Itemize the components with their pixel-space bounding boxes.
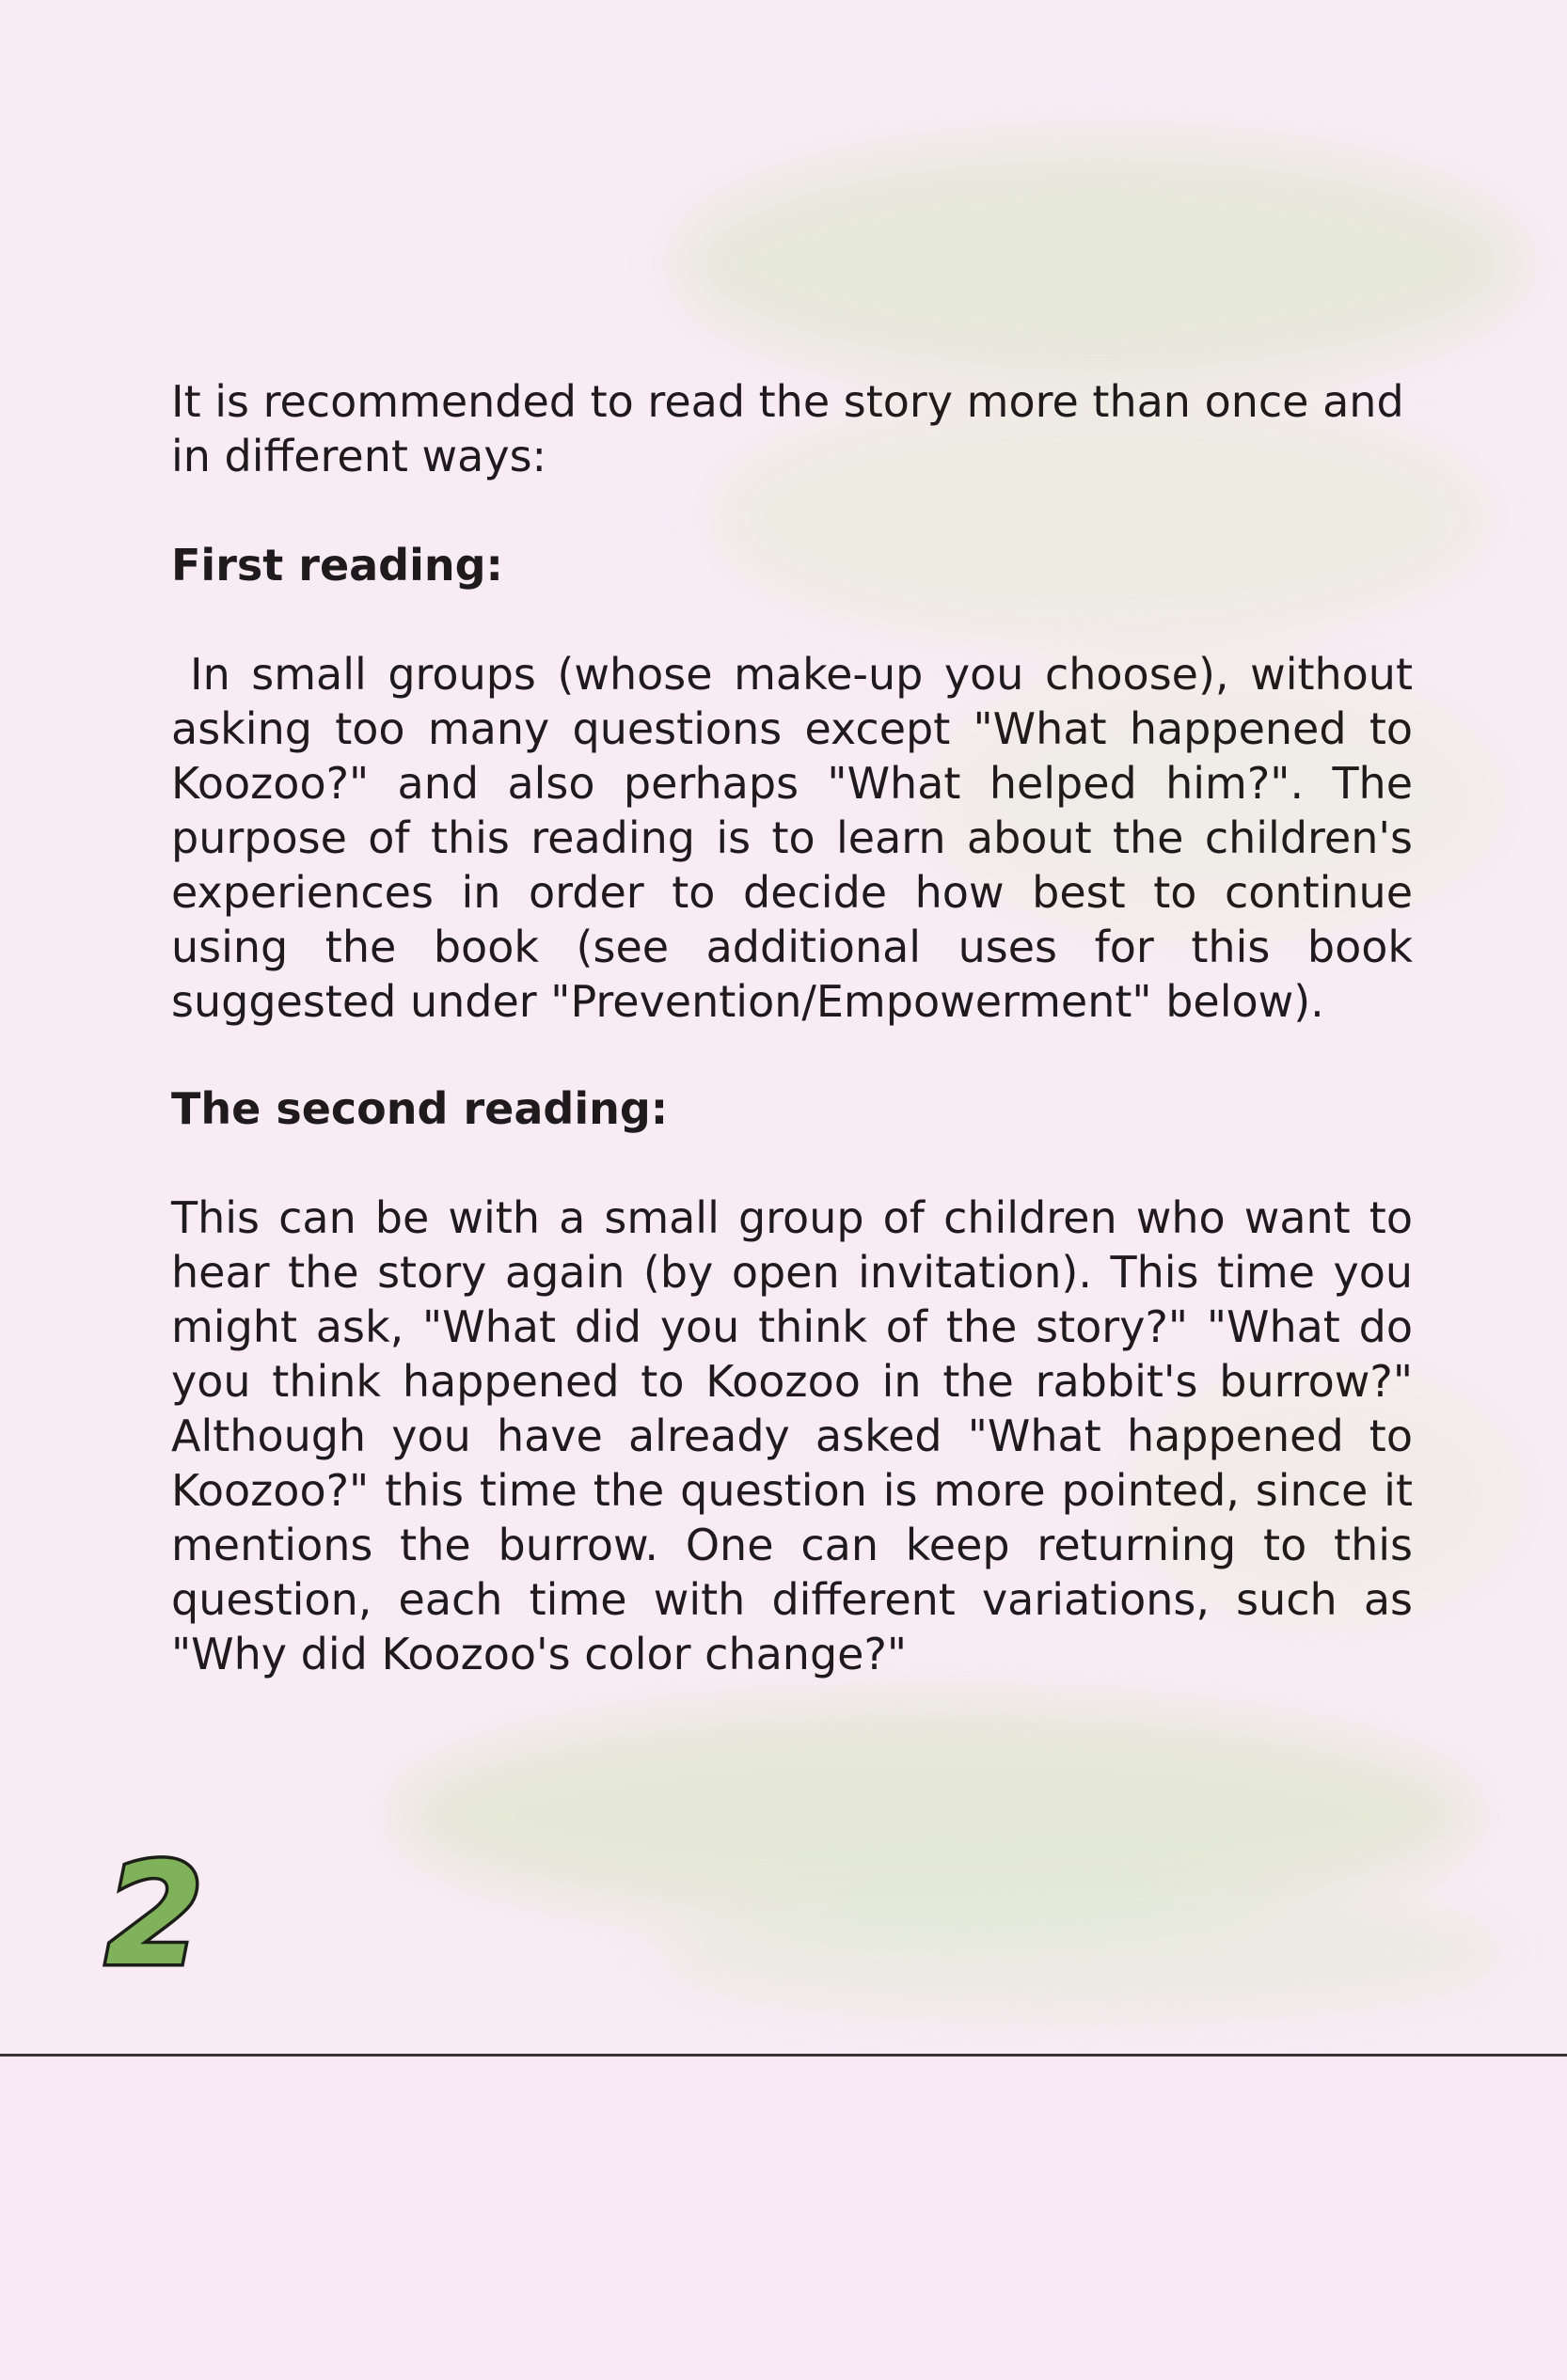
- page-number: 2: [105, 1834, 204, 1997]
- watercolor-wash: [677, 141, 1524, 386]
- blank-area: [0, 2057, 1567, 2380]
- page-text: [171, 374, 1413, 1734]
- second-reading-paragraph: This can be with a small group of children who want to hear the story again (by open invitation). This time you might ask, "What did you think of the story?" "What do you think happened to Koozoo in the rabbit's burrow?" Although you have already asked "What happened to Koozoo?" this time the question is more pointed, since it mentions the burrow. One can keep returning to this question, each time with different variations, such as "Why did Koozoo's color change?": [171, 1192, 1413, 1679]
- second-reading-heading: The second reading:: [171, 1083, 669, 1134]
- first-reading-paragraph: In small groups (whose make-up you choose), without asking too many questions except "What happened to Koozoo?" and also perhaps "What helped him?". The purpose of this reading is to learn about the children's experiences in order to decide how best to continue using the book (see additional uses for this book suggested under "Prevention/Empowerment" below).: [171, 649, 1413, 1027]
- first-reading-heading: First reading:: [171, 540, 503, 591]
- intro-paragraph: It is recommended to read the story more than once and in different ways:: [171, 376, 1404, 481]
- watercolor-wash: [658, 1890, 1505, 2012]
